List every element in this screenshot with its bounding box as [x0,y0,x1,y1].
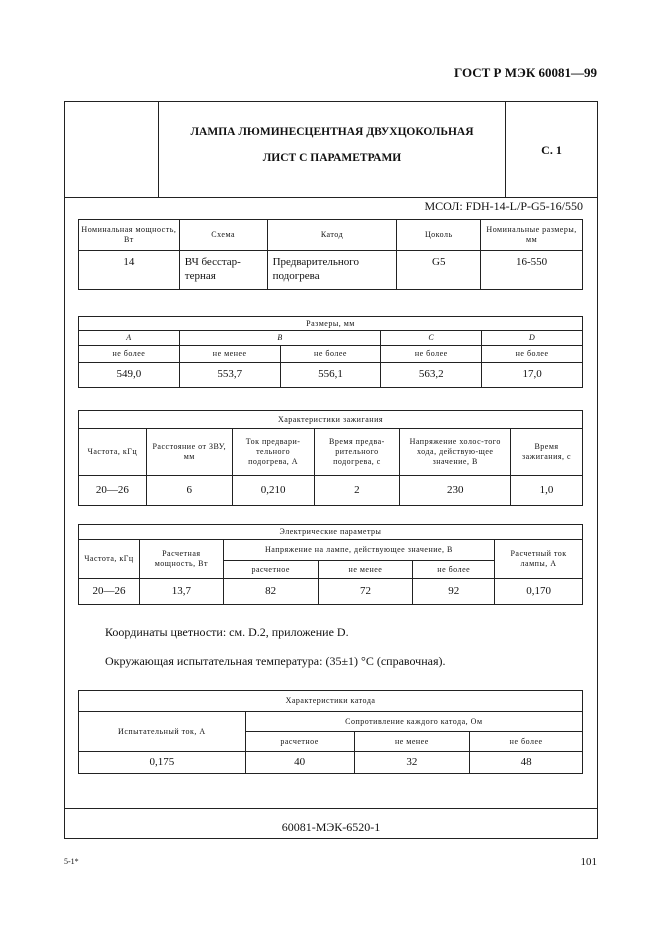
cathode-table [78,690,583,774]
header-cathode: Катод [267,220,397,251]
general-table [78,219,583,290]
header-current: Расчетный ток лампы, А [495,540,583,579]
cell-circuit: ВЧ бесстар-терная [179,251,267,290]
electrical-caption: Электрические параметры [79,525,583,540]
header-power: Расчетная мощность, Вт [139,540,223,579]
page-number: 101 [580,856,597,868]
dim-value: 549,0 [79,363,180,388]
ignition-value: 0,210 [232,476,314,506]
dim-letter-a: A [79,331,180,346]
cathode-value: 0,175 [79,752,246,774]
header-test-current: Испытательный ток, А [79,712,246,752]
sub-header: расчетное [245,732,354,752]
temperature-note: Окружающая испытательная температура: (35±1) °С (справочная). [105,654,446,668]
electrical-value: 72 [318,579,413,605]
electrical-table [78,524,583,605]
header-resistance: Сопротивление каждого катода, Ом [245,712,582,732]
cathode-value: 40 [245,752,354,774]
sub-header: не менее [354,732,470,752]
dim-limit: не более [280,346,381,363]
cell-dimensions: 16-550 [481,251,583,290]
chromaticity-note: Координаты цветности: см. D.2, приложение D. [105,625,349,639]
cathode-value: 48 [470,752,583,774]
sub-header: не более [413,561,495,579]
ignition-value: 6 [146,476,232,506]
sub-header: не более [470,732,583,752]
header-preheat-time: Время предва-рительного подогрева, с [314,429,400,476]
dim-limit: не менее [179,346,280,363]
header-voltage: Напряжение на лампе, действующее значение, В [223,540,494,561]
electrical-value: 82 [223,579,318,605]
header-distance: Расстояние от ЗВУ, мм [146,429,232,476]
dim-letter-b: B [179,331,381,346]
header-dimensions: Номинальные размеры, мм [481,220,583,251]
cell-cathode: Предварительного подогрева [267,251,397,290]
dim-value: 553,7 [179,363,280,388]
dimensions-caption: Размеры, мм [79,317,583,331]
header-ocv: Напряжение холос-того хода, действую-щее значение, В [400,429,511,476]
lamp-title: ЛАМПА ЛЮМИНЕСЦЕНТНАЯ ДВУХЦОКОЛЬНАЯ [190,126,474,138]
ignition-value: 2 [314,476,400,506]
dim-limit: не более [482,346,583,363]
ignition-value: 20—26 [79,476,147,506]
electrical-value: 20—26 [79,579,140,605]
dim-value: 563,2 [381,363,482,388]
electrical-value: 0,170 [495,579,583,605]
sub-header: не менее [318,561,413,579]
dim-limit: не более [79,346,180,363]
sheet-title: ЛИСТ С ПАРАМЕТРАМИ [262,152,402,164]
page-code: С. 1 [541,143,562,157]
electrical-value: 13,7 [139,579,223,605]
ignition-value: 1,0 [511,476,583,506]
cell-power: 14 [79,251,180,290]
ignition-value: 230 [400,476,511,506]
ignition-table [78,410,583,506]
cathode-caption: Характеристики катода [79,691,583,712]
dim-value: 556,1 [280,363,381,388]
dimensions-table [78,316,583,388]
header-frequency: Частота, кГц [79,540,140,579]
dim-limit: не более [381,346,482,363]
dim-letter-c: C [381,331,482,346]
footer-divider [64,808,598,809]
electrical-value: 92 [413,579,495,605]
cell-cap: G5 [397,251,481,290]
document-number: 60081-МЭК-6520-1 [281,820,381,834]
header-frequency: Частота, кГц [79,429,147,476]
header-power: Номинальная мощность, Вт [79,220,180,251]
header-ignition-time: Время зажигания, с [511,429,583,476]
print-signature: 5-1* [64,857,79,866]
header-circuit: Схема [179,220,267,251]
cathode-value: 32 [354,752,470,774]
sub-header: расчетное [223,561,318,579]
header-preheat-current: Ток предвари-тельного подогрева, А [232,429,314,476]
title-divider-left [158,102,159,197]
dim-value: 17,0 [482,363,583,388]
standard-designation: ГОСТ Р МЭК 60081—99 [454,65,597,80]
header-cap: Цоколь [397,220,481,251]
dim-letter-d: D [482,331,583,346]
lamp-designation: МСОЛ: FDH-14-L/P-G5-16/550 [424,199,583,213]
ignition-caption: Характеристики зажигания [79,411,583,429]
